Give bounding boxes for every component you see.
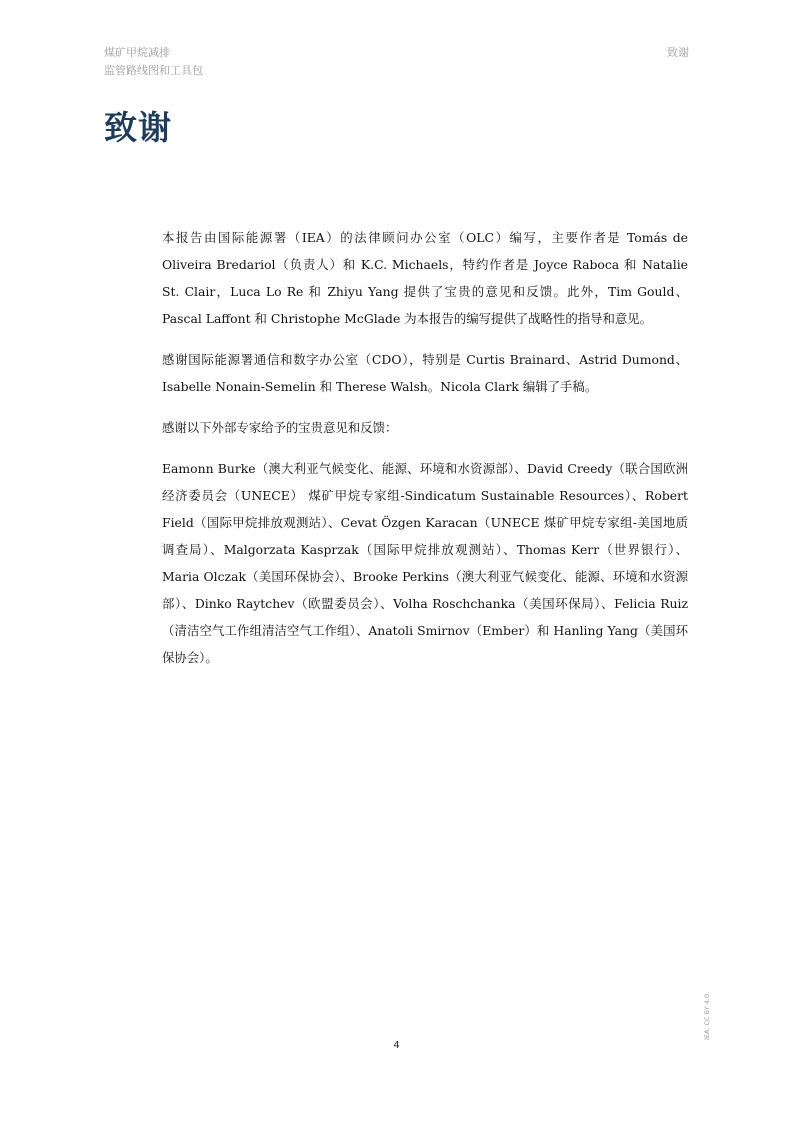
paragraph-cdo-thanks: 感谢国际能源署通信和数字办公室（CDO），特别是 Curtis Brainard、Astrid Dumond、Isabelle Nonain-Semelin 和 Therese Walsh。Nicola Clark 编辑了手稿。 — [162, 352, 688, 394]
report-title-line-1: 煤矿甲烷减排 — [104, 46, 170, 59]
paragraph-external-experts: Eamonn Burke（澳大利亚气候变化、能源、环境和水资源部）、David Creedy（联合国欧洲经济委员会（UNECE） 煤矿甲烷专家组-Sindicatum Sustainable Resources）、Robert Field（国际甲烷排放观测站）、Cevat Özgen Karacan（UNECE 煤矿甲烷专家组-美国地质调查局）、Malgorzata Kasprzak（国际甲烷排放观测站）、Thomas Kerr（世界银行）、Maria Olczak（美国环保协会）、Brooke Perkins（澳大利亚气候变化、能源、环境和水资源部）、Dinko Raytchev（欧盟委员会）、Volha Roschchanka（美国环保局）、Felicia Ruiz（清洁空气工作组清洁空气工作组）、Anatoli Smirnov（Ember）和 Hanling Yang（美国环保协会）。 — [162, 461, 688, 665]
acknowledgements-body — [162, 224, 688, 685]
running-header-title — [104, 44, 203, 80]
page-title: 致谢 — [104, 108, 172, 147]
report-title-line-2: 监管路线图和工具包 — [104, 64, 203, 77]
paragraph-authors: 本报告由国际能源署（IEA）的法律顾问办公室（OLC）编写，主要作者是 Tomás de Oliveira Bredariol（负责人）和 K.C. Michaels，特约作者是 Joyce Raboca 和 Natalie St. Clair，Luca Lo Re 和 Zhiyu Yang 提供了宝贵的意见和反馈。此外，Tim Gould、Pascal Laffont 和 Christophe McGlade 为本报告的编写提供了战略性的指导和意见。 — [162, 230, 688, 326]
license-note: IEA. CC BY 4.0. — [703, 991, 711, 1040]
running-header-section: 致谢 — [667, 46, 689, 59]
page-number: 4 — [393, 1040, 400, 1051]
paragraph-external-intro: 感谢以下外部专家给予的宝贵意见和反馈： — [162, 420, 398, 435]
